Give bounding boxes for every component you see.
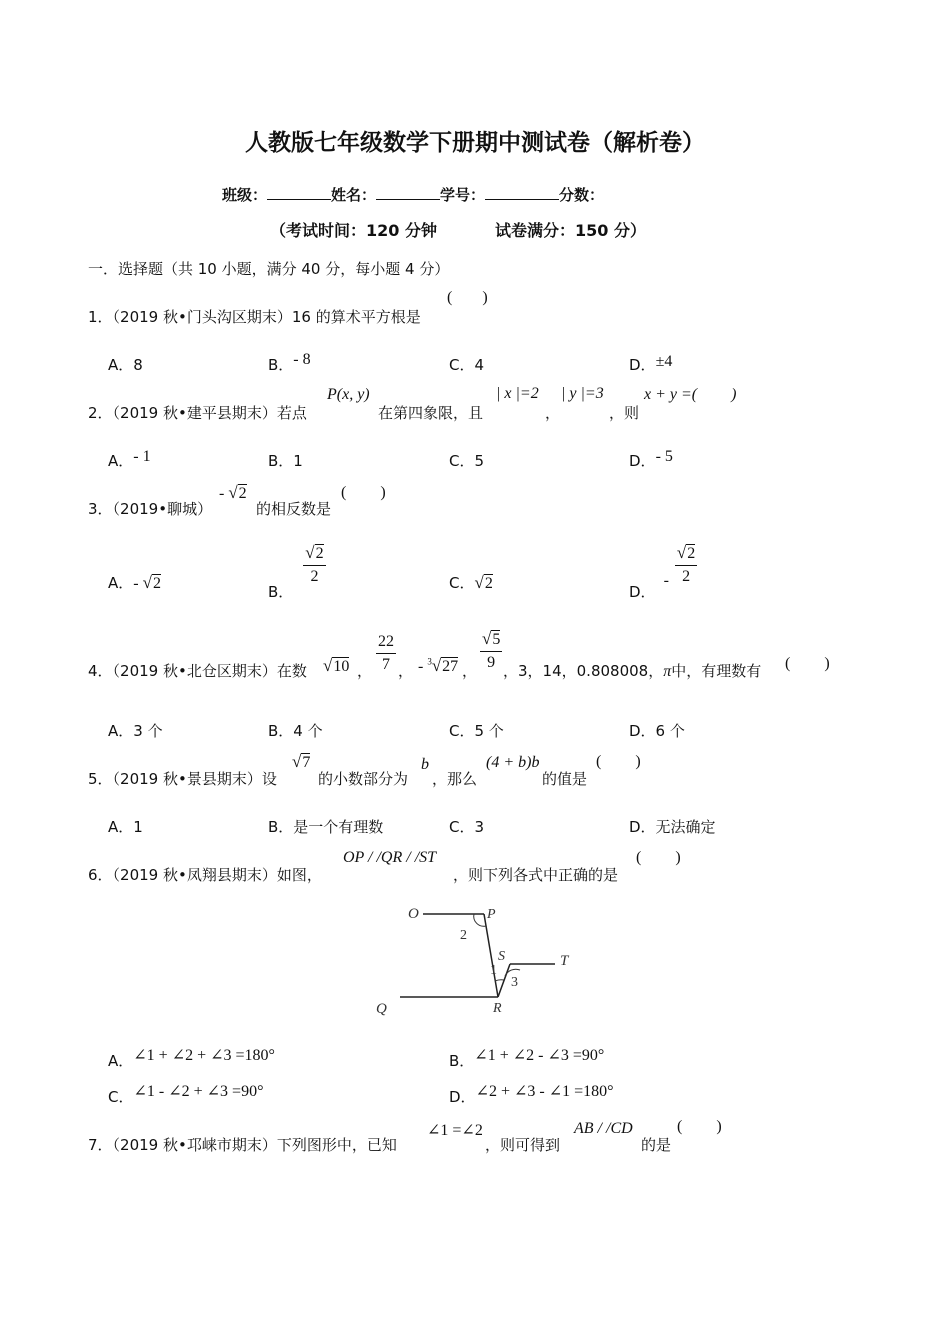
q4-option-c: C．5 个 (449, 722, 504, 740)
q2-abs-x: | x |=2 (496, 385, 539, 402)
q3-option-b: B． $\frac{√2}{2}$ (268, 543, 324, 602)
q1-answer-paren: ( ) (447, 289, 488, 306)
q4-rest: ，3，14，0.808008，π中，有理数有 (503, 662, 762, 680)
parallel-lines-figure (400, 896, 580, 1021)
q7-answer-paren: ( ) (677, 1118, 722, 1135)
q5-option-c: C．3 (449, 818, 485, 836)
q3-post: 的相反数是 (256, 500, 332, 518)
q6-answer-paren: ( ) (636, 849, 681, 866)
class-blank (267, 185, 331, 200)
q1-option-c: C．4 (449, 356, 485, 374)
question-7: 7．（2019 秋•邛崃市期末）下列图形中，已知 (88, 1136, 397, 1154)
q4-answer-paren: ( ) (785, 655, 830, 672)
q4-fraction-22-7: $\frac{22}{7}$ (378, 633, 394, 673)
q5-option-b: B．是一个有理数 (268, 818, 384, 836)
q2-option-d: D．- 5 (629, 448, 673, 470)
q2-point: P(x, y) (327, 386, 370, 403)
q4-fraction-sqrt5-9: $\frac{√5}{9}$ (482, 629, 501, 671)
q2-option-c: C．5 (449, 452, 485, 470)
name-label: 姓名： (331, 186, 377, 204)
q4-option-b: B．4 个 (268, 722, 323, 740)
number-blank (485, 185, 559, 200)
question-2: 2．（2019 秋•建平县期末）若点 (88, 404, 307, 422)
q3-option-d: D．- $\frac{√2}{2}$ (629, 543, 696, 602)
question-3: 3．（2019•聊城） (88, 500, 213, 518)
number-label: 学号： (440, 186, 486, 204)
name-blank (376, 185, 440, 200)
q6-option-d: D．∠2 + ∠3 - ∠1 =180° (449, 1083, 614, 1106)
label-Q-outer: Q (376, 1001, 387, 1017)
q5-sqrt7: √7 (292, 752, 311, 771)
label-3: 3 (511, 975, 518, 990)
q1-number: 1． (88, 308, 113, 326)
q5-b: b (421, 756, 429, 773)
q6-option-a: A．∠1 + ∠2 + ∠3 =180° (108, 1047, 275, 1070)
q1-b-value: - 8 (293, 351, 311, 368)
label-S: S (498, 949, 505, 964)
q7-condition: ∠1 =∠2 (427, 1122, 483, 1139)
q5-expr: (4 + b)b (486, 754, 540, 771)
q2-text: （2019 秋•建平县期末）若点 (112, 404, 307, 422)
page-title: 人教版七年级数学下册期中测试卷（解析卷） (245, 130, 705, 156)
label-P: P (487, 907, 496, 922)
q4-neg-cuberoot27: - $^3$√27 (418, 656, 459, 675)
label-O: O (408, 906, 419, 922)
q1-d-value: ±4 (655, 353, 673, 370)
q7-mid: ，则可得到 (485, 1136, 561, 1154)
q6-option-b: B．∠1 + ∠2 - ∠3 =90° (449, 1047, 605, 1070)
q1-text: （2019 秋•门头沟区期末）16 的算术平方根是 (112, 308, 421, 326)
q1-option-d: D．±4 (629, 353, 673, 374)
q5-option-d: D．无法确定 (629, 818, 716, 836)
exam-info (270, 218, 646, 241)
q3-answer-paren: ( ) (341, 484, 386, 501)
q2-option-b: B．1 (268, 452, 303, 470)
q2-option-a: A．- 1 (108, 448, 151, 470)
q3-neg-sqrt2: - √2 (219, 483, 247, 502)
q4-option-a: A．3 个 (108, 722, 163, 740)
q1-option-b: B．- 8 (268, 351, 311, 374)
q7-post: 的是 (641, 1136, 672, 1154)
label-R: R (493, 1001, 502, 1016)
q5-mid: 的小数部分为 (318, 770, 409, 788)
section-heading: 一．选择题（共 10 小题，满分 40 分，每小题 4 分） (88, 260, 450, 278)
q3-option-c: C．√2 (449, 573, 493, 592)
label-2: 2 (460, 928, 467, 943)
q5-post: 的值是 (542, 770, 588, 788)
class-label: 班级： (222, 186, 268, 204)
exam-full-score: 试卷满分：150 分） (494, 221, 646, 240)
student-info-line (222, 184, 604, 205)
q3-option-a: A．- √2 (108, 573, 161, 592)
q6-option-c: C．∠1 - ∠2 + ∠3 =90° (108, 1083, 264, 1106)
q1-option-a: A．8 (108, 356, 143, 374)
question-1 (88, 306, 421, 327)
q7-expr: AB / /CD (574, 1120, 633, 1137)
q2-then: ，则 (609, 404, 640, 422)
q5-then: ，那么 (432, 770, 478, 788)
question-4: 4．（2019 秋•北仓区期末）在数 (88, 662, 307, 680)
label-1: 1 (490, 963, 497, 978)
q4-option-d: D．6 个 (629, 722, 685, 740)
q5-answer-paren: ( ) (596, 753, 641, 770)
exam-time: （考试时间：120 分钟 (270, 221, 437, 240)
score-label: 分数： (559, 186, 605, 204)
q2-expr: x + y =( ) (644, 386, 737, 403)
question-6: 6．（2019 秋•凤翔县期末）如图， (88, 866, 322, 884)
q2-comma: ， (545, 404, 561, 422)
q6-expr: OP / /QR / /ST (343, 849, 437, 866)
q4-sqrt10: √10 (323, 656, 350, 675)
q2-abs-y: | y |=3 (561, 385, 604, 402)
q5-option-a: A．1 (108, 818, 143, 836)
label-T: T (560, 953, 569, 969)
question-5: 5．（2019 秋•景县期末）设 (88, 770, 277, 788)
q2-mid-text: 在第四象限，且 (378, 404, 484, 422)
q6-post: ，则下列各式中正确的是 (453, 866, 619, 884)
